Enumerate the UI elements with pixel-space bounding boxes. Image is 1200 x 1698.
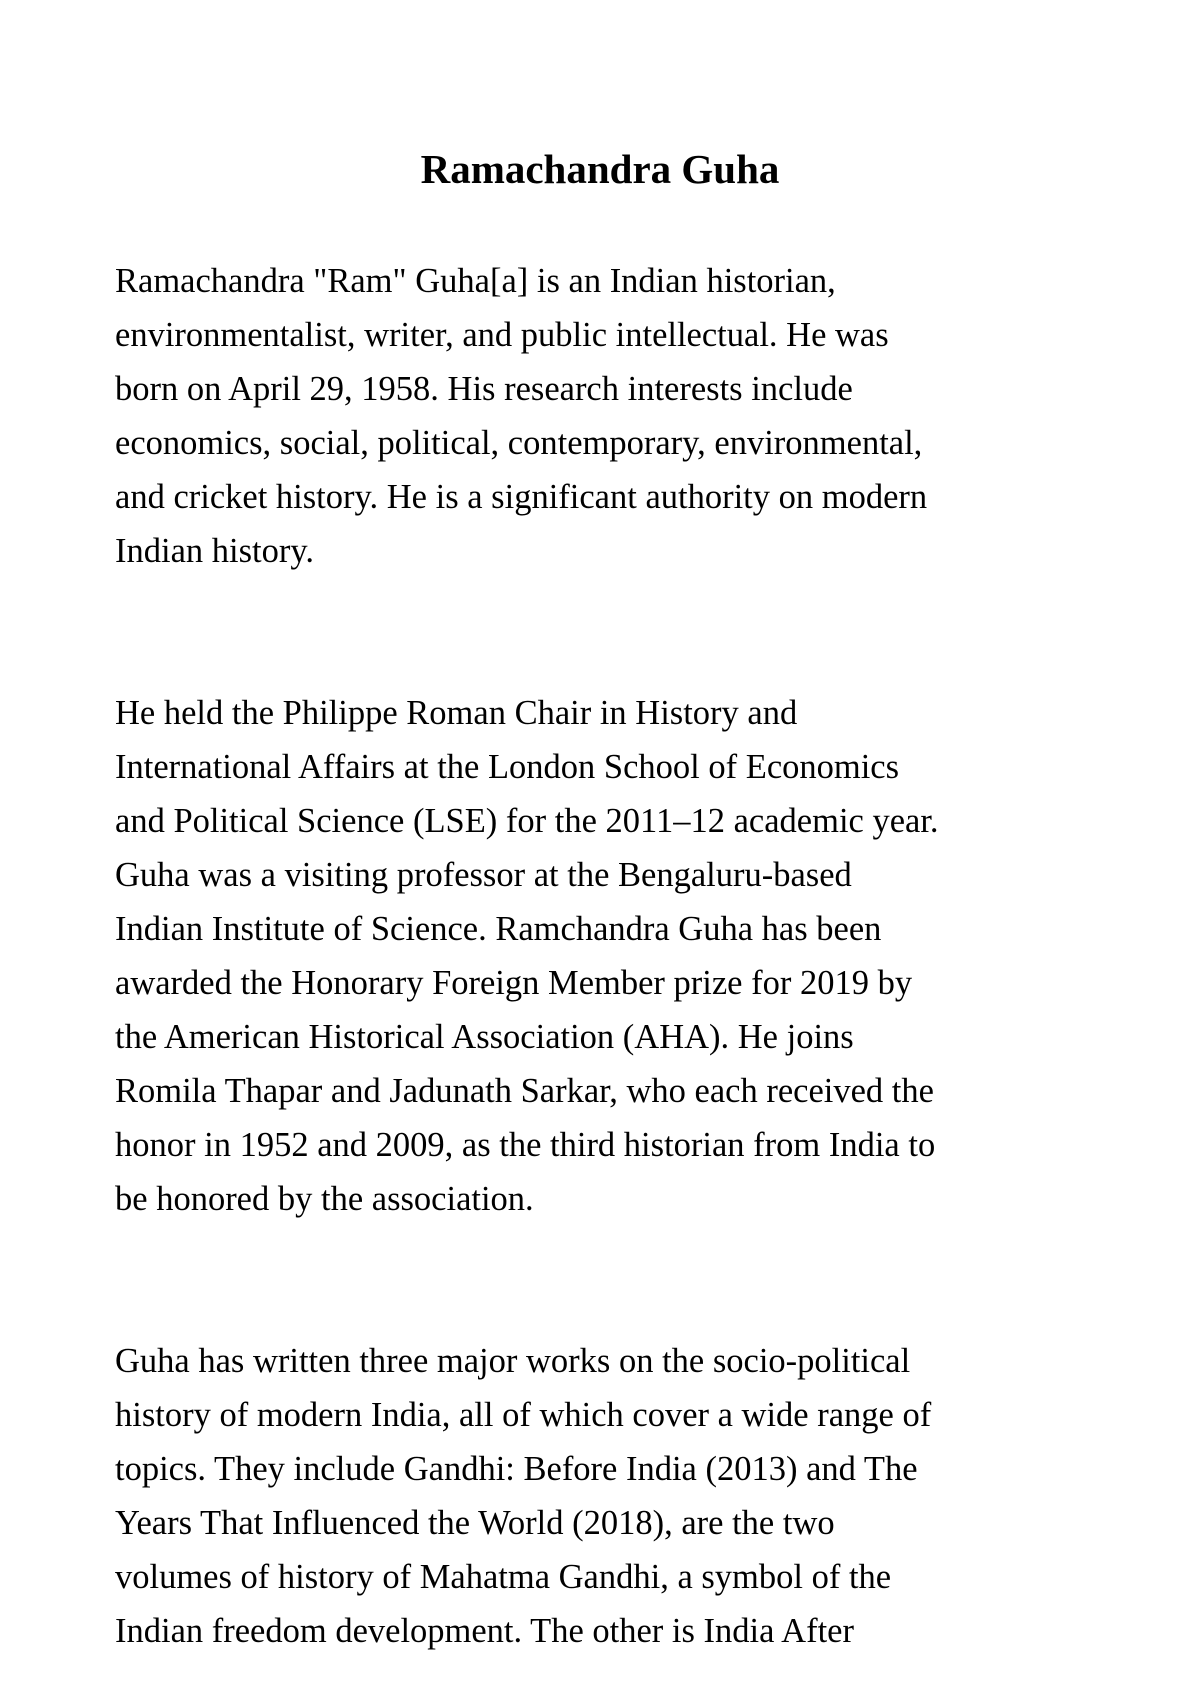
paragraph-line: economics, social, political, contemporary, environmental, (115, 424, 923, 462)
document-body (115, 254, 1115, 1698)
paragraph-line: Romila Thapar and Jadunath Sarkar, who each received the (115, 1072, 934, 1110)
paragraph-line: and Political Science (LSE) for the 2011–12 academic year. (115, 802, 939, 840)
paragraph-line: Guha was a visiting professor at the Bengaluru-based (115, 856, 852, 894)
paragraph-line: Ramachandra "Ram" Guha[a] is an Indian historian, (115, 262, 836, 300)
paragraph-line: He held the Philippe Roman Chair in History and (115, 694, 798, 732)
paragraph-line: Years That Influenced the World (2018), are the two (115, 1504, 835, 1542)
paragraph-line: history of modern India, all of which cover a wide range of (115, 1396, 932, 1434)
paragraph-line: Indian freedom development. The other is India After (115, 1612, 854, 1650)
paragraph-line: awarded the Honorary Foreign Member prize for 2019 by (115, 964, 913, 1002)
paragraph-2 (115, 686, 1115, 1226)
paragraph-line: Guha has written three major works on the socio-political (115, 1342, 911, 1380)
paragraph-line: International Affairs at the London School of Economics (115, 748, 900, 786)
paragraph-line: born on April 29, 1958. His research interests include (115, 370, 853, 408)
paragraph-line: Indian Institute of Science. Ramchandra Guha has been (115, 910, 882, 948)
paragraph-line: topics. They include Gandhi: Before India (2013) and The (115, 1450, 918, 1488)
paragraph-3 (115, 1334, 1115, 1658)
paragraph-1 (115, 254, 1115, 578)
paragraph-line: environmentalist, writer, and public intellectual. He was (115, 316, 889, 354)
paragraph-line: honor in 1952 and 2009, as the third historian from India to (115, 1126, 936, 1164)
paragraph-line: volumes of history of Mahatma Gandhi, a symbol of the (115, 1558, 892, 1596)
paragraph-line: be honored by the association. (115, 1180, 534, 1218)
paragraph-line: Indian history. (115, 532, 314, 570)
document-title: Ramachandra Guha (420, 146, 780, 192)
paragraph-line: the American Historical Association (AHA). He joins (115, 1018, 854, 1056)
paragraph-line: and cricket history. He is a significant authority on modern (115, 478, 928, 516)
